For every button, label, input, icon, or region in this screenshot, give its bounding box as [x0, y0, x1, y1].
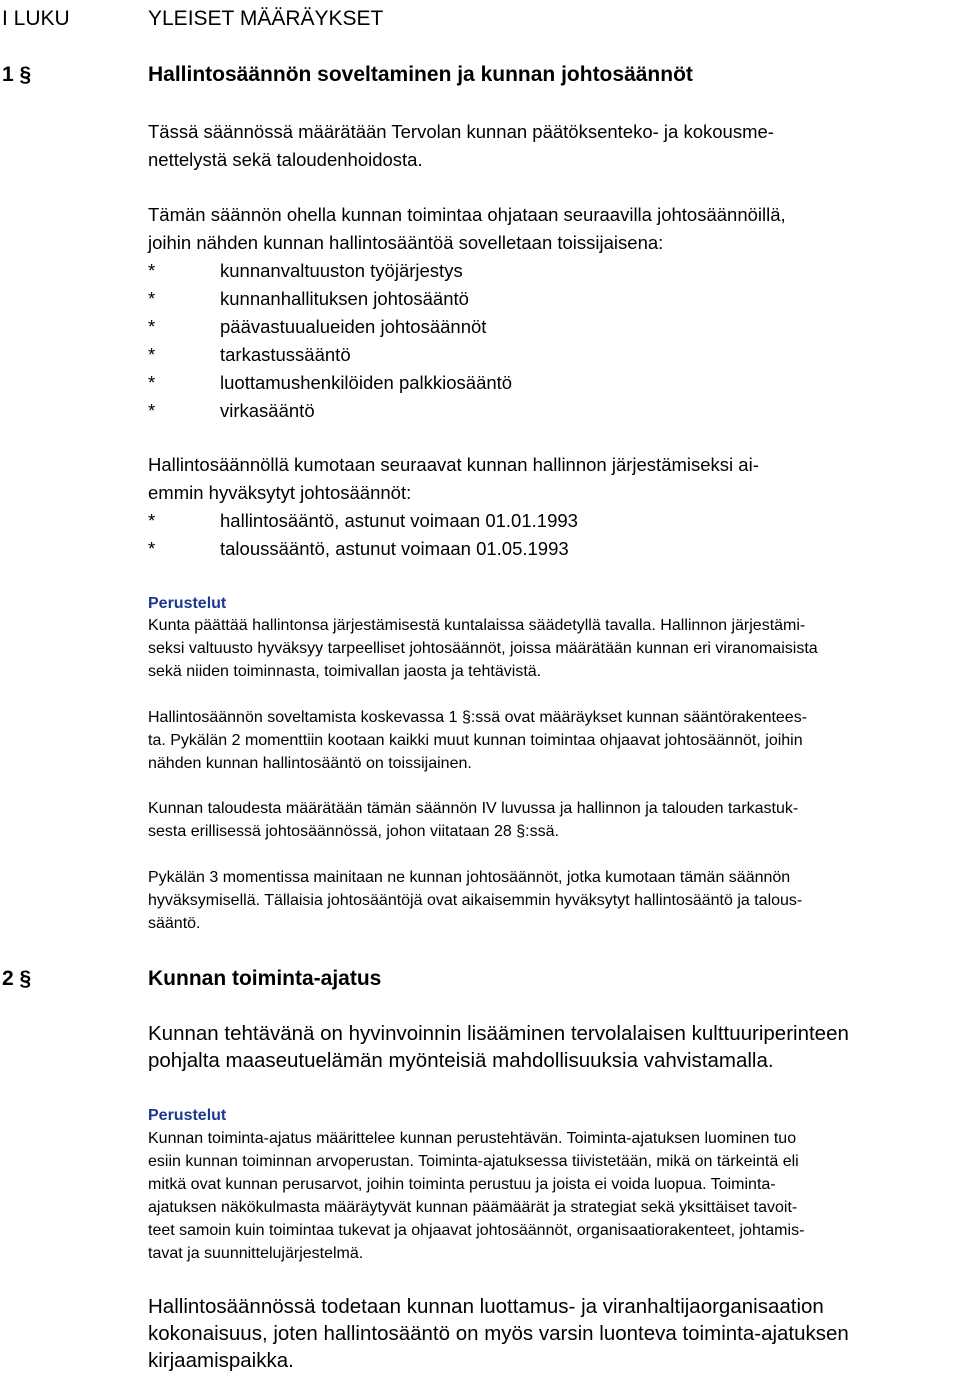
list-item-text: hallintosääntö, astunut voimaan 01.01.1993 [220, 510, 578, 531]
list-item [148, 397, 956, 425]
section-2-closing [148, 1293, 956, 1374]
bullet-star: * [148, 288, 156, 309]
text-line: Tässä säännössä määrätään Tervolan kunnan päätöksenteko- ja kokousme- [148, 121, 774, 142]
list-item [148, 257, 956, 285]
section-2-perustelut-para [148, 1127, 956, 1265]
bullet-star: * [148, 260, 156, 281]
text-line: nähden kunnan hallintosääntö on toissijainen. [148, 755, 472, 772]
text-line: kirjaamispaikka. [148, 1349, 294, 1372]
chapter-title: YLEISET MÄÄRÄYKSET [148, 7, 384, 30]
text-line: joihin nähden kunnan hallintosääntöä sovelletaan toissijaisena: [148, 232, 664, 253]
section-2-perustelut-heading: Perustelut [148, 1107, 227, 1124]
text-line: kokonaisuus, joten hallintosääntö on myös varsin luonteva toiminta-ajatuksen [148, 1322, 849, 1345]
text-line: Hallintosäännössä todetaan kunnan luottamus- ja viranhaltijaorganisaation [148, 1295, 824, 1318]
text-line: sääntö. [148, 915, 201, 932]
list-item-text: kunnanhallituksen johtosääntö [220, 288, 469, 309]
text-line: Kunnan taloudesta määrätään tämän säännön IV luvussa ja hallinnon ja talouden tarkastuk- [148, 800, 799, 817]
section-1-perustelut-para-4 [148, 866, 956, 935]
text-line: Hallintosäännön soveltamista koskevassa 1 §:ssä ovat määräykset kunnan sääntörakentees- [148, 709, 808, 726]
section-1-perustelut-heading: Perustelut [148, 595, 227, 612]
text-line: Kunnan toiminta-ajatus määrittelee kunnan perustehtävän. Toiminta-ajatuksen luominen tuo [148, 1130, 797, 1147]
text-line: mitkä ovat kunnan perusarvot, joihin toiminta perustuu ja joista ei voida luopua. Toiminta- [148, 1176, 776, 1193]
list-item [148, 535, 956, 563]
text-line: nettelystä sekä taloudenhoidosta. [148, 149, 423, 170]
section-1-perustelut-para-3 [148, 797, 956, 843]
chapter-number: I LUKU [2, 7, 70, 30]
text-line: ta. Pykälän 2 momenttiin kootaan kaikki muut kunnan toimintaa ohjaavat johtosäännöt, joihin [148, 732, 803, 749]
text-line: emmin hyväksytyt johtosäännöt: [148, 482, 412, 503]
section-1-paragraph-3 [148, 451, 956, 563]
text-line: esiin kunnan toiminnan arvoperustan. Toiminta-ajatuksessa tiivistetään, mikä on tärkeintä eli [148, 1153, 799, 1170]
list-item-text: tarkastussääntö [220, 344, 351, 365]
list-item [148, 341, 956, 369]
list-item-text: luottamushenkilöiden palkkiosääntö [220, 372, 513, 393]
list-item-text: taloussääntö, astunut voimaan 01.05.1993 [220, 538, 569, 559]
text-line: Kunnan tehtävänä on hyvinvoinnin lisääminen tervolalaisen kulttuuriperinteen [148, 1022, 849, 1045]
text-line: hyväksymisellä. Tällaisia johtosääntöjä ovat aikaisemmin hyväksytyt hallintosääntö ja talous- [148, 892, 803, 909]
bullet-star: * [148, 538, 156, 559]
text-line: ajatuksen näkökulmasta määräytyvät kunnan päämäärät ja strategiat sekä yksittäiset tavoit- [148, 1199, 798, 1216]
list-item [148, 507, 956, 535]
list-item [148, 285, 956, 313]
text-line: pohjalta maaseutuelämän myönteisiä mahdollisuuksia vahvistamalla. [148, 1049, 774, 1072]
bullet-star: * [148, 400, 156, 421]
bullet-star: * [148, 344, 156, 365]
section-1-title: Hallintosäännön soveltaminen ja kunnan johtosäännöt [148, 63, 693, 86]
list-item-text: virkasääntö [220, 400, 315, 421]
section-2-title: Kunnan toiminta-ajatus [148, 967, 382, 990]
section-1-number: 1 § [2, 63, 32, 86]
section-1-perustelut-para-1 [148, 614, 956, 683]
text-line: tavat ja suunnittelujärjestelmä. [148, 1245, 364, 1262]
section-1-paragraph-2 [148, 201, 956, 425]
text-line: sesta erillisessä johtosäännössä, johon viitataan 28 §:ssä. [148, 823, 559, 840]
bullet-star: * [148, 510, 156, 531]
text-line: Hallintosäännöllä kumotaan seuraavat kunnan hallinnon järjestämiseksi ai- [148, 454, 759, 475]
text-line: teet samoin kuin toimintaa tukevat ja ohjaavat johtosäännöt, organisaatiorakenteet, johtamis- [148, 1222, 805, 1239]
bullet-star: * [148, 372, 156, 393]
section-1-perustelut-para-2 [148, 706, 956, 775]
text-line: Tämän säännön ohella kunnan toimintaa ohjataan seuraavilla johtosäännöillä, [148, 204, 786, 225]
list-item-text: päävastuualueiden johtosäännöt [220, 316, 487, 337]
section-1-intro [148, 118, 956, 174]
text-line: Kunta päättää hallintonsa järjestämisestä kuntalaissa säädetyllä tavalla. Hallinnon järjestämi- [148, 617, 806, 634]
bullet-star: * [148, 316, 156, 337]
text-line: seksi valtuusto hyväksyy tarpeelliset johtosäännöt, joissa määrätään kunnan eri viranomaisista [148, 640, 818, 657]
text-line: sekä niiden toiminnasta, toimivallan jaosta ja tehtävistä. [148, 663, 542, 680]
section-2-number: 2 § [2, 967, 32, 990]
section-2-intro [148, 1020, 956, 1074]
text-line: Pykälän 3 momentissa mainitaan ne kunnan johtosäännöt, jotka kumotaan tämän säännön [148, 869, 791, 886]
list-item-text: kunnanvaltuuston työjärjestys [220, 260, 463, 281]
list-item [148, 369, 956, 397]
list-item [148, 313, 956, 341]
